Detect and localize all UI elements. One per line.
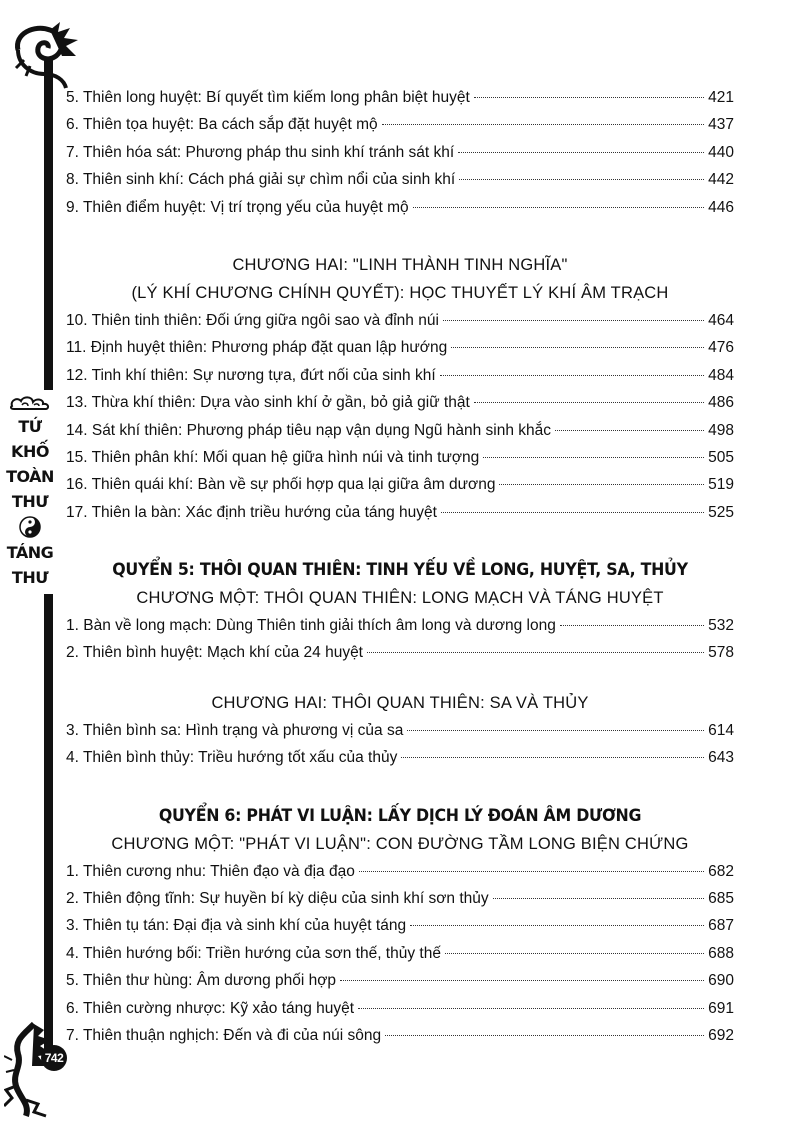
entry-page: 421 xyxy=(708,89,734,106)
page-number: 742 xyxy=(41,1045,67,1071)
dot-leader xyxy=(555,430,704,431)
toc-entry[interactable] xyxy=(66,84,734,111)
dot-leader xyxy=(443,320,704,321)
dot-leader xyxy=(493,898,704,899)
toc-entry[interactable] xyxy=(66,417,734,444)
dot-leader xyxy=(499,484,704,485)
yin-yang-icon xyxy=(19,516,41,538)
entry-title: 6. Thiên cường nhược: Kỹ xảo táng huyệt xyxy=(66,999,355,1017)
entry-title: 9. Thiên điểm huyệt: Vị trí trọng yếu của huyệt mộ xyxy=(66,198,409,216)
book-heading: QUYỂN 6: PHÁT VI LUẬN: LẤY DỊCH LÝ ĐOÁN ÂM DƯƠNG xyxy=(158,805,642,826)
dot-leader xyxy=(445,953,704,954)
toc-entry[interactable] xyxy=(66,389,734,416)
entry-title: 17. Thiên la bàn: Xác định triều hướng của táng huyệt xyxy=(66,503,437,521)
side-series-title xyxy=(2,390,58,594)
dot-leader xyxy=(359,871,704,872)
entry-page: 464 xyxy=(708,311,734,329)
side-title-line: THƯ xyxy=(11,492,49,511)
entry-page: 437 xyxy=(708,116,734,134)
entry-page: 682 xyxy=(708,862,734,880)
toc-entry[interactable] xyxy=(66,717,734,744)
toc-entry[interactable] xyxy=(66,912,734,939)
entry-title: 5. Thiên thư hùng: Âm dương phối hợp xyxy=(66,972,337,990)
dot-leader xyxy=(458,152,704,153)
dot-leader xyxy=(440,375,705,376)
entry-title: 8. Thiên sinh khí: Cách phá giải sự chìm nổi của sinh khí xyxy=(66,171,456,189)
entry-page: 442 xyxy=(708,171,734,189)
dot-leader xyxy=(474,97,704,98)
side-title-line: TOÀN xyxy=(6,467,54,486)
toc-group xyxy=(66,556,734,772)
entry-title: 10. Thiên tinh thiên: Đối ứng giữa ngôi sao và đỉnh núi xyxy=(66,311,439,329)
dot-leader xyxy=(340,980,704,981)
entry-page: 688 xyxy=(708,944,734,962)
entry-title: 4. Thiên hướng bối: Triền hướng của sơn thế, thủy thế xyxy=(66,944,441,962)
entry-title: 6. Thiên tọa huyệt: Ba cách sắp đặt huyệt mộ xyxy=(66,116,378,134)
toc-entry[interactable] xyxy=(66,1022,734,1049)
entry-title: 7. Thiên thuận nghịch: Đến và đi của núi sông xyxy=(66,1026,382,1044)
dot-leader xyxy=(459,179,704,180)
entry-page: 614 xyxy=(708,721,734,739)
entry-title: 13. Thừa khí thiên: Dựa vào sinh khí ở gần, bỏ giả giữ thật xyxy=(66,394,470,412)
entry-page: 690 xyxy=(708,972,734,990)
toc-entry[interactable] xyxy=(66,885,734,912)
toc-entry[interactable] xyxy=(66,858,734,885)
dot-leader xyxy=(407,730,704,731)
toc-entry[interactable] xyxy=(66,194,734,221)
entry-page: 578 xyxy=(708,644,734,662)
cloud-ornament-icon xyxy=(8,394,52,412)
entry-title: 1. Thiên cương nhu: Thiên đạo và địa đạo xyxy=(66,862,355,880)
entry-title: 11. Định huyệt thiên: Phương pháp đặt quan lập hướng xyxy=(66,339,448,357)
entry-page: 692 xyxy=(708,1026,734,1044)
entry-page: 476 xyxy=(708,339,734,357)
entry-title: 3. Thiên bình sa: Hình trạng và phương vị của sa xyxy=(66,721,404,739)
dot-leader xyxy=(560,625,704,626)
entry-page: 685 xyxy=(708,890,734,908)
side-title-line: TÁNG xyxy=(6,543,54,562)
toc-entry[interactable] xyxy=(66,995,734,1022)
table-of-contents xyxy=(66,84,734,1049)
entry-title: 14. Sát khí thiên: Phương pháp tiêu nạp vận dụng Ngũ hành sinh khắc xyxy=(66,421,552,439)
chapter-heading: CHƯƠNG HAI: "LINH THÀNH TINH NGHĨA" xyxy=(232,255,568,274)
entry-page: 687 xyxy=(708,917,734,935)
entry-title: 12. Tinh khí thiên: Sự nương tựa, đứt nối của sinh khí xyxy=(66,366,436,384)
toc-entry[interactable] xyxy=(66,139,734,166)
dot-leader xyxy=(410,925,704,926)
toc-entry[interactable] xyxy=(66,967,734,994)
entry-page: 643 xyxy=(708,749,734,767)
entry-page: 440 xyxy=(708,143,734,161)
chapter-heading: CHƯƠNG MỘT: "PHÁT VI LUẬN": CON ĐƯỜNG TẦM LONG BIỆN CHỨNG xyxy=(111,834,689,853)
toc-entry[interactable] xyxy=(66,111,734,138)
side-title-line: KHỐ xyxy=(11,442,49,461)
chapter-heading: CHƯƠNG MỘT: THÔI QUAN THIÊN: LONG MẠCH VÀ TÁNG HUYỆT xyxy=(136,589,664,608)
dot-leader xyxy=(413,207,705,208)
toc-entry[interactable] xyxy=(66,612,734,639)
toc-group xyxy=(66,802,734,1050)
entry-page: 498 xyxy=(708,421,734,439)
entry-title: 2. Thiên bình huyệt: Mạch khí của 24 huyệt xyxy=(66,644,363,662)
dot-leader xyxy=(401,757,704,758)
entry-page: 505 xyxy=(708,448,734,466)
dot-leader xyxy=(367,652,704,653)
toc-entry[interactable] xyxy=(66,166,734,193)
dot-leader xyxy=(474,402,704,403)
chapter-heading: (LÝ KHÍ CHƯƠNG CHÍNH QUYẾT): HỌC THUYẾT LÝ KHÍ ÂM TRẠCH xyxy=(131,283,669,302)
entry-title: 2. Thiên động tĩnh: Sự huyền bí kỳ diệu của sinh khí sơn thủy xyxy=(66,890,489,908)
dragon-ornament-icon xyxy=(10,20,88,90)
toc-entry[interactable] xyxy=(66,307,734,334)
toc-entry[interactable] xyxy=(66,499,734,526)
toc-entry[interactable] xyxy=(66,744,734,771)
dot-leader xyxy=(358,1008,704,1009)
entry-page: 519 xyxy=(708,476,734,494)
toc-group xyxy=(66,251,734,526)
side-title-line: THƯ xyxy=(11,568,49,587)
toc-entry[interactable] xyxy=(66,334,734,361)
entry-title: 16. Thiên quái khí: Bàn về sự phối hợp qua lại giữa âm dương xyxy=(66,476,496,494)
entry-title: 5. Thiên long huyệt: Bí quyết tìm kiếm long phân biệt huyệt xyxy=(66,89,470,106)
toc-group xyxy=(66,84,734,221)
entry-title: 7. Thiên hóa sát: Phương pháp thu sinh khí tránh sát khí xyxy=(66,143,455,161)
toc-entry[interactable] xyxy=(66,639,734,666)
toc-entry[interactable] xyxy=(66,444,734,471)
entry-title: 1. Bàn về long mạch: Dùng Thiên tinh giải thích âm long và dương long xyxy=(66,617,556,635)
side-title-line: TỨ xyxy=(18,417,42,436)
entry-title: 4. Thiên bình thủy: Triều hướng tốt xấu của thủy xyxy=(66,749,398,767)
entry-page: 486 xyxy=(708,394,734,412)
entry-page: 484 xyxy=(708,366,734,384)
entry-page: 525 xyxy=(708,503,734,521)
entry-title: 15. Thiên phân khí: Mối quan hệ giữa hình núi và tinh tượng xyxy=(66,448,480,466)
dot-leader xyxy=(441,512,704,513)
dot-leader xyxy=(382,124,704,125)
toc-entry[interactable] xyxy=(66,362,734,389)
toc-entry[interactable] xyxy=(66,940,734,967)
entry-page: 532 xyxy=(708,617,734,635)
chapter-heading: CHƯƠNG HAI: THÔI QUAN THIÊN: SA VÀ THỦY xyxy=(211,693,589,712)
toc-entry[interactable] xyxy=(66,471,734,498)
book-heading: QUYỂN 5: THÔI QUAN THIÊN: TINH YẾU VỀ LONG, HUYỆT, SA, THỦY xyxy=(112,560,688,581)
dot-leader xyxy=(385,1035,704,1036)
dot-leader xyxy=(451,347,704,348)
entry-title: 3. Thiên tụ tán: Đại địa và sinh khí của huyệt táng xyxy=(66,917,407,935)
entry-page: 691 xyxy=(708,999,734,1017)
entry-page: 446 xyxy=(708,198,734,216)
dot-leader xyxy=(483,457,704,458)
